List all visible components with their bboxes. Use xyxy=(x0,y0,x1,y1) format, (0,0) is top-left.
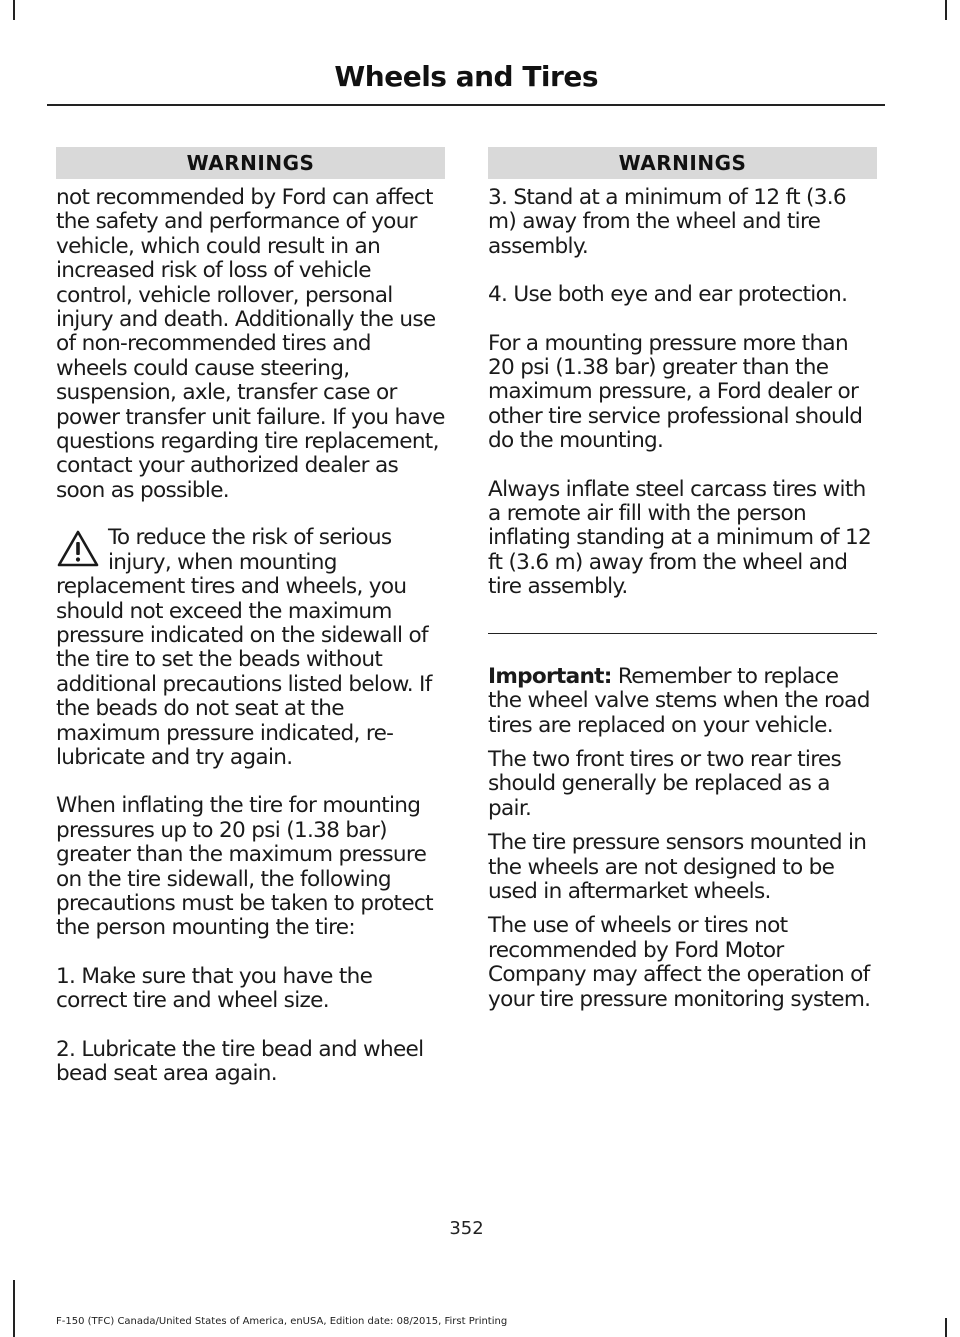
crop-mark-bottom-right xyxy=(945,1318,947,1337)
crop-mark-bottom-left xyxy=(13,1280,15,1337)
page-title: Wheels and Tires xyxy=(334,60,598,93)
left-column xyxy=(56,147,445,1086)
warnings-heading: WARNINGS xyxy=(56,147,445,179)
step-4-text: 4. Use both eye and ear protection. xyxy=(488,282,848,308)
warning-triangle-icon xyxy=(56,529,100,569)
crop-mark-top-left xyxy=(13,0,15,20)
step-1-text: 1. Make sure that you have the correct tire and wheel size. xyxy=(56,963,373,1014)
step-3-text: 3. Stand at a minimum of 12 ft (3.6 m) away from the wheel and tire assembly. xyxy=(488,185,846,259)
crop-mark-top-right xyxy=(945,0,947,20)
section-divider xyxy=(488,633,877,634)
important-note xyxy=(488,665,877,738)
pairs-text: The two front tires or two rear tires should generally be replaced as a pair. xyxy=(488,746,842,821)
important-label: Important: xyxy=(488,663,612,689)
warning-mounting-block xyxy=(56,526,445,770)
right-column xyxy=(488,147,877,1012)
inflating-intro-text: When inflating the tire for mounting pressures up to 20 psi (1.38 bar) greater than the maximum pressure on the tire sidewall, the following precautions must be taken to protect the person mounting the tire: xyxy=(56,793,433,941)
page-number: 352 xyxy=(449,1218,484,1239)
higher-pressure-text: For a mounting pressure more than 20 psi (1.38 bar) greater than the maximum pressure, a Ford dealer or other tire service professional should do the mounting. xyxy=(488,330,863,454)
tpms-text: The use of wheels or tires not recommended by Ford Motor Company may affect the operation of your tire pressure monitoring system. xyxy=(488,913,871,1012)
sensors-text: The tire pressure sensors mounted in the wheels are not designed to be used in aftermarket wheels. xyxy=(488,830,867,904)
footer-edition-info: F-150 (TFC) Canada/United States of America, enUSA, Edition date: 08/2015, First Printing xyxy=(56,1316,508,1327)
warning-mounting-text: To reduce the risk of serious injury, when mounting replacement tires and wheels, you should not exceed the maximum pressure indicated on the sidewall of the tire to set the beads without additional precautions listed below. If the beads do not seat at the maximum pressure indicated, re-lubricate and try again. xyxy=(56,525,432,770)
header-divider xyxy=(47,104,885,106)
warnings-heading: WARNINGS xyxy=(488,147,877,179)
warning-continued-text: not recommended by Ford can affect the safety and performance of your vehicle, which could result in an increased risk of loss of vehicle control, vehicle rollover, personal injury and death. Additionally the use of non-recommended tires and wheels could cause steering, suspension, axle, transfer case or power transfer unit failure. If you have questions regarding tire replacement, contact your authorized dealer as soon as possible. xyxy=(56,185,445,503)
step-2-text: 2. Lubricate the tire bead and wheel bead seat area again. xyxy=(56,1036,424,1086)
steel-carcass-text: Always inflate steel carcass tires with a remote air fill with the person inflating standing at a minimum of 12 ft (3.6 m) away from the wheel and tire assembly. xyxy=(488,476,872,600)
important-text: Remember to replace the wheel valve stems when the road tires are replaced on your vehicle. xyxy=(488,663,870,738)
